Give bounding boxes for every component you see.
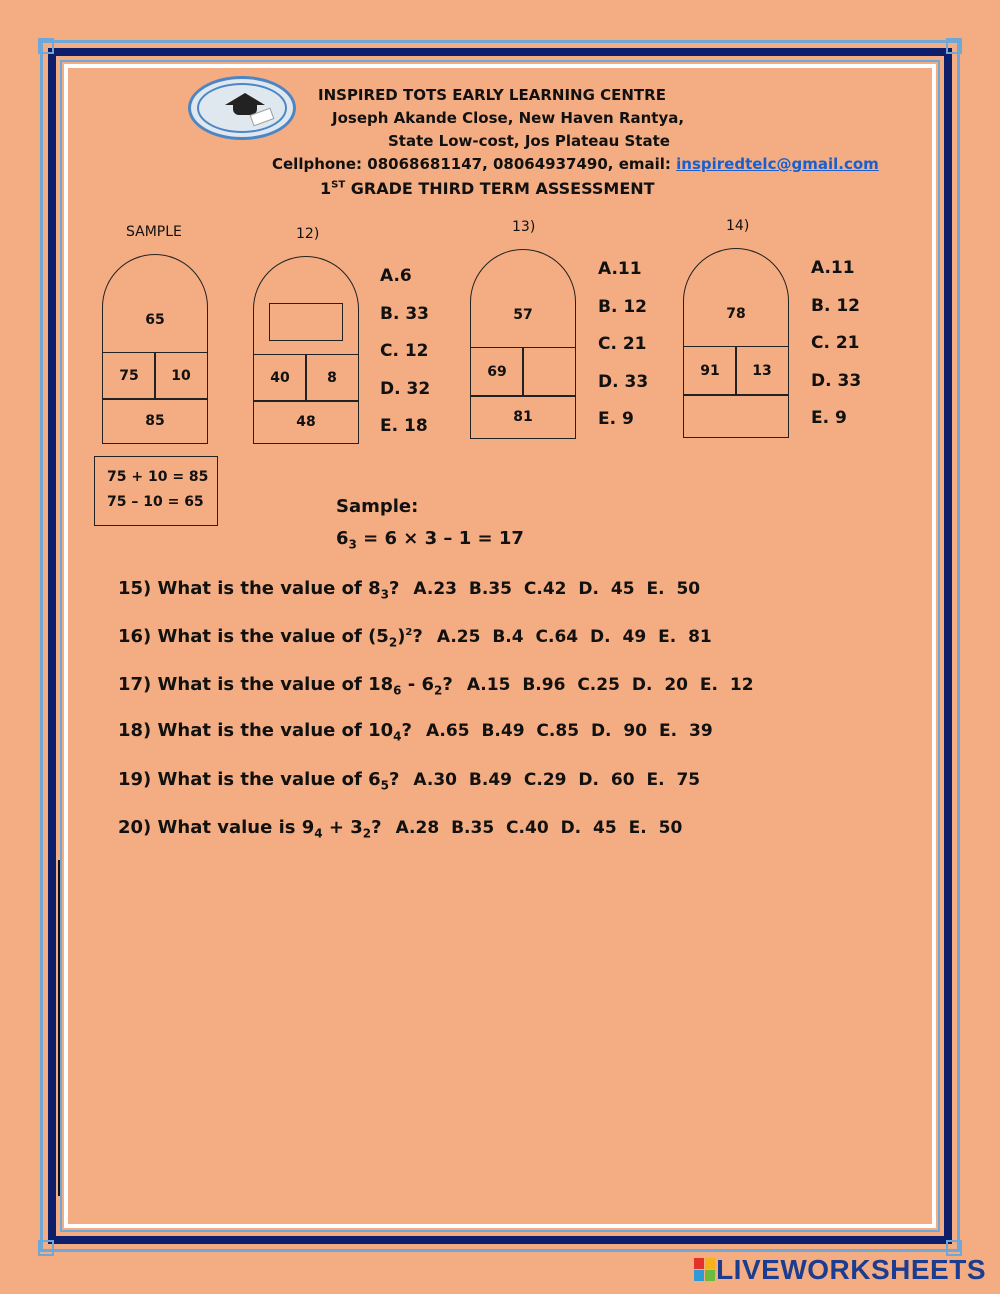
- q12-option-e: E. 18: [380, 416, 428, 436]
- sample-arch: [102, 254, 208, 354]
- school-address-2: State Low-cost, Jos Plateau State: [388, 132, 670, 150]
- corner-ornament: [38, 1240, 54, 1256]
- school-contact: Cellphone: 08068681147, 08064937490, email: inspiredtelc@gmail.com: [272, 155, 879, 173]
- q14-option-e: E. 9: [811, 408, 847, 428]
- school-name: INSPIRED TOTS EARLY LEARNING CENTRE: [318, 86, 666, 104]
- q13-option-b: B. 12: [598, 296, 647, 317]
- question-18-answers: A.65 B.49 C.85 D. 90 E. 39: [425, 721, 713, 741]
- sample-right-cell: 10: [154, 352, 208, 400]
- question-15-answers: A.23 B.35 C.42 D. 45 E. 50: [413, 579, 701, 599]
- q12-option-d: D. 32: [380, 378, 431, 399]
- q12-bottom-cell: 48: [253, 400, 359, 444]
- sample-bottom-cell: 85: [102, 398, 208, 444]
- q13-options: [598, 251, 648, 439]
- liveworksheets-brand[interactable]: LIVEWORKSHEETS: [716, 1254, 986, 1285]
- q14-label: 14): [726, 218, 750, 234]
- q12-label: 12): [296, 226, 320, 242]
- sample-equation-1: 75 + 10 = 85: [107, 469, 209, 485]
- sample-equation-2: 75 – 10 = 65: [107, 494, 204, 510]
- school-address-1: Joseph Akande Close, New Haven Rantya,: [332, 109, 685, 127]
- q12-option-c: C. 12: [380, 341, 429, 361]
- q12-right-cell: 8: [305, 354, 359, 402]
- q14-options: [811, 250, 861, 438]
- margin-line: [58, 860, 60, 1196]
- q13-arch: [470, 249, 576, 349]
- question-16-answers: A.25 B.4 C.64 D. 49 E. 81: [436, 627, 712, 647]
- sample-top-value: 65: [145, 312, 165, 328]
- q13-option-e: E. 9: [598, 409, 634, 429]
- assessment-title: 1ST GRADE THIRD TERM ASSESSMENT: [320, 179, 655, 198]
- question-17: 17) What is the value of $18_6 - 6_2$? A.15 B.96 C.25 D. 20 E. 12: [118, 674, 754, 698]
- q13-answer-cell[interactable]: [522, 347, 576, 397]
- sample-heading: Sample:: [336, 496, 419, 517]
- q14-right-cell: 13: [735, 346, 789, 396]
- q13-label: 13): [512, 219, 536, 235]
- question-20-answers: A.28 B.35 C.40 D. 45 E. 50: [395, 818, 683, 838]
- q12-option-b: B. 33: [380, 303, 429, 324]
- q14-option-c: C. 21: [811, 333, 860, 353]
- q13-option-a: A.11: [598, 259, 642, 279]
- q14-top-value: 78: [726, 306, 746, 322]
- q12-options: [380, 258, 430, 446]
- q12-option-a: A.6: [380, 266, 412, 286]
- question-17-answers: A.15 B.96 C.25 D. 20 E. 12: [466, 675, 754, 695]
- q13-option-d: D. 33: [598, 371, 649, 392]
- corner-ornament: [38, 38, 54, 54]
- question-20: 20) What value is $9_4 + 3_2$? A.28 B.35 C.40 D. 45 E. 50: [118, 817, 683, 841]
- q14-option-b: B. 12: [811, 295, 860, 316]
- question-19: 19) What is the value of $6_5$? A.30 B.49 C.29 D. 60 E. 75: [118, 769, 701, 793]
- q13-option-c: C. 21: [598, 334, 647, 354]
- question-18: 18) What is the value of $10_4$? A.65 B.49 C.85 D. 90 E. 39: [118, 720, 713, 744]
- q14-option-d: D. 33: [811, 370, 862, 391]
- sample-explanation-box: [94, 456, 218, 526]
- q13-top-value: 57: [513, 307, 533, 323]
- question-19-answers: A.30 B.49 C.29 D. 60 E. 75: [413, 770, 701, 790]
- q12-left-cell: 40: [253, 354, 307, 402]
- sample-subscript-equation: $6_3 = 6 \times 3 - 1 = 17$: [336, 528, 524, 552]
- email-link[interactable]: inspiredtelc@gmail.com: [676, 155, 879, 173]
- q14-left-cell: 91: [683, 346, 737, 396]
- q12-answer-box[interactable]: [269, 303, 343, 341]
- question-15: 15) What is the value of $8_3$? A.23 B.35 C.42 D. 45 E. 50: [118, 578, 701, 602]
- sample-label: SAMPLE: [126, 224, 182, 240]
- liveworksheets-logo-icon: [694, 1258, 716, 1282]
- q14-answer-cell[interactable]: [683, 394, 789, 438]
- q14-option-a: A.11: [811, 258, 855, 278]
- sample-left-cell: 75: [102, 352, 156, 400]
- q13-bottom-cell: 81: [470, 395, 576, 439]
- q14-arch: [683, 248, 789, 348]
- school-logo: [188, 76, 296, 140]
- q13-left-cell: 69: [470, 347, 524, 397]
- graduation-cap-icon: [225, 93, 265, 105]
- corner-ornament: [946, 38, 962, 54]
- question-16: 16) What is the value of $(5_2)^2$? A.25 B.4 C.64 D. 49 E. 81: [118, 626, 712, 650]
